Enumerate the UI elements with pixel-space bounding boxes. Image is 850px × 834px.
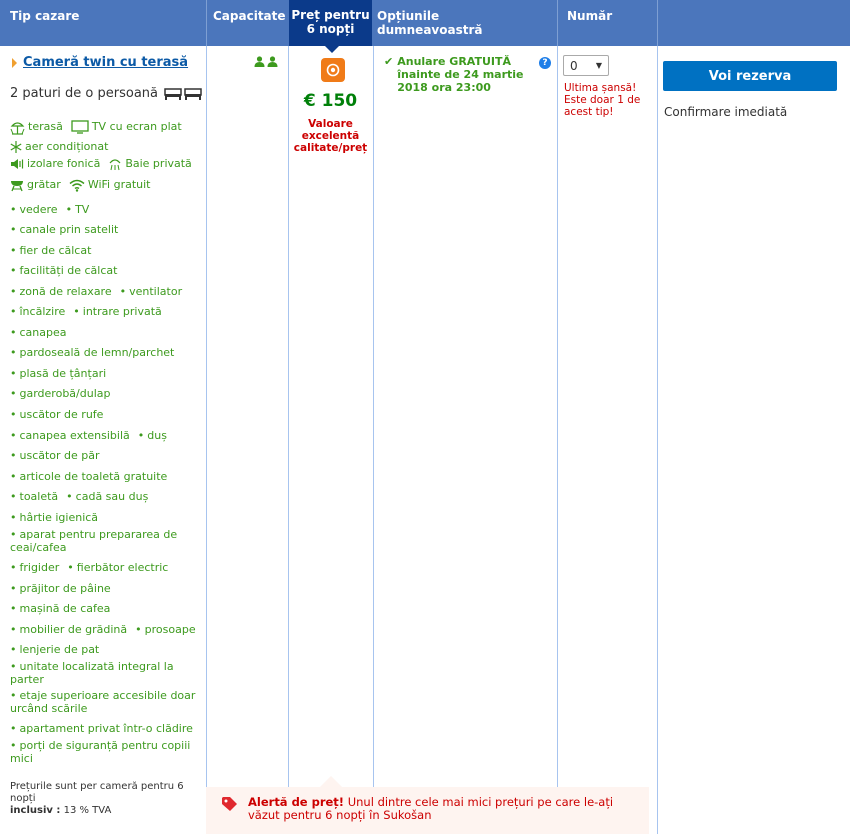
amenity-row: • etaje superioare accesibile doar urcând scările	[10, 689, 196, 715]
snowflake-icon	[10, 141, 22, 153]
amenity-row: • mașină de cafea	[10, 602, 111, 615]
single-bed-icon	[184, 88, 202, 100]
single-bed-icon	[164, 88, 182, 100]
amenity-row: • porți de siguranță pentru copiii mici	[10, 739, 191, 765]
amenity-row: • frigider • fierbător electric	[10, 561, 169, 574]
soundproof-icon	[10, 158, 24, 170]
help-icon[interactable]: ?	[539, 57, 551, 69]
amenity-row: • mobilier de grădină • prosoape	[10, 623, 196, 636]
bed-info	[10, 86, 202, 101]
amenity-row: • canapea extensibilă • duș	[10, 429, 167, 442]
alert-pointer	[320, 776, 342, 787]
amenity-row: • canale prin satelit	[10, 223, 119, 236]
facility-soundproof: izolare fonică	[10, 154, 100, 174]
person-icon	[254, 56, 265, 67]
header-price: Preț pentru 6 nopți	[289, 0, 372, 46]
amenity-row: • aparat pentru prepararea de ceai/cafea	[10, 528, 178, 554]
tv-icon	[71, 120, 89, 134]
amenity-row: • lenjerie de pat	[10, 643, 100, 656]
amenity-row: • vedere • TV	[10, 203, 90, 216]
capacity-people	[254, 56, 278, 67]
header-capacity: Capacitate	[213, 9, 286, 23]
single-bed-icons	[164, 88, 202, 100]
header-number: Număr	[567, 9, 613, 23]
terrace-icon	[10, 120, 25, 135]
person-icon	[267, 56, 278, 67]
last-chance-warning: Ultima șansă! Este doar 1 de acest tip!	[564, 82, 641, 118]
amenity-row: • uscător de rufe	[10, 408, 104, 421]
amenity-row: • toaletă • cadă sau duș	[10, 490, 149, 503]
reserve-button[interactable]: Voi rezerva	[663, 61, 837, 91]
room-quantity-select[interactable]: 0 ▼	[563, 55, 609, 76]
amenity-row: • zonă de relaxare • ventilator	[10, 285, 183, 298]
amenity-row: • uscător de păr	[10, 449, 100, 462]
amenity-row: • articole de toaletă gratuite	[10, 470, 168, 483]
amenity-row: • fier de călcat	[10, 244, 92, 257]
amenity-row: • facilități de călcat	[10, 264, 118, 277]
facility-terrace: terasă	[10, 117, 63, 137]
facility-wifi: WiFi gratuit	[69, 175, 151, 195]
facility-bathroom: Baie privată	[108, 154, 191, 174]
header-options: Opțiunile dumneavoastră	[377, 9, 483, 37]
facility-aircon: aer condiționat	[10, 137, 108, 157]
amenity-row: • garderobă/dulap	[10, 387, 111, 400]
tag-icon	[221, 796, 239, 812]
amenity-row: • apartament privat într-o clădire	[10, 722, 193, 735]
amenity-row: • pardoseală de lemn/parchet	[10, 346, 175, 359]
amenity-row: • canapea	[10, 326, 67, 339]
price-rating-label: Valoare excelentă calitate/preț	[293, 118, 368, 154]
header-room-type: Tip cazare	[10, 9, 80, 23]
great-value-badge-icon	[321, 58, 345, 82]
grill-icon	[10, 178, 24, 192]
amenity-row: • unitate localizată integral la parter	[10, 660, 174, 686]
amenity-row: • încălzire • intrare privată	[10, 305, 162, 318]
bed-text: 2 paturi de o persoană	[10, 86, 159, 101]
amenity-row: • hârtie igienică	[10, 511, 99, 524]
price-header-pointer	[325, 46, 339, 53]
price-value: € 150	[303, 91, 358, 111]
amenity-row: • prăjitor de pâine	[10, 582, 111, 595]
price-footnote: Prețurile sunt per cameră pentru 6 nopți inclusiv : 13 % TVA	[10, 781, 184, 816]
check-icon: ✔	[384, 55, 394, 68]
caret-right-icon	[12, 58, 17, 68]
room-facilities	[10, 117, 206, 195]
instant-confirmation: Confirmare imediată	[664, 105, 788, 119]
chevron-down-icon: ▼	[595, 61, 602, 70]
amenity-row: • plasă de țânțari	[10, 367, 107, 380]
wifi-icon	[69, 179, 85, 192]
facility-tv: TV cu ecran plat	[71, 117, 182, 137]
room-title	[12, 55, 188, 70]
shower-icon	[108, 157, 122, 171]
room-name-link[interactable]: Cameră twin cu terasă	[23, 55, 189, 70]
price-alert-text: Alertă de preț! Unul dintre cele mai mici prețuri pe care le-ați văzut pentru 6 nopți în Sukošan	[248, 795, 614, 822]
facility-grill: grătar	[10, 175, 61, 195]
free-cancellation: ✔ Anulare GRATUITĂ înainte de 24 martie 2018 ora 23:00	[384, 55, 524, 94]
